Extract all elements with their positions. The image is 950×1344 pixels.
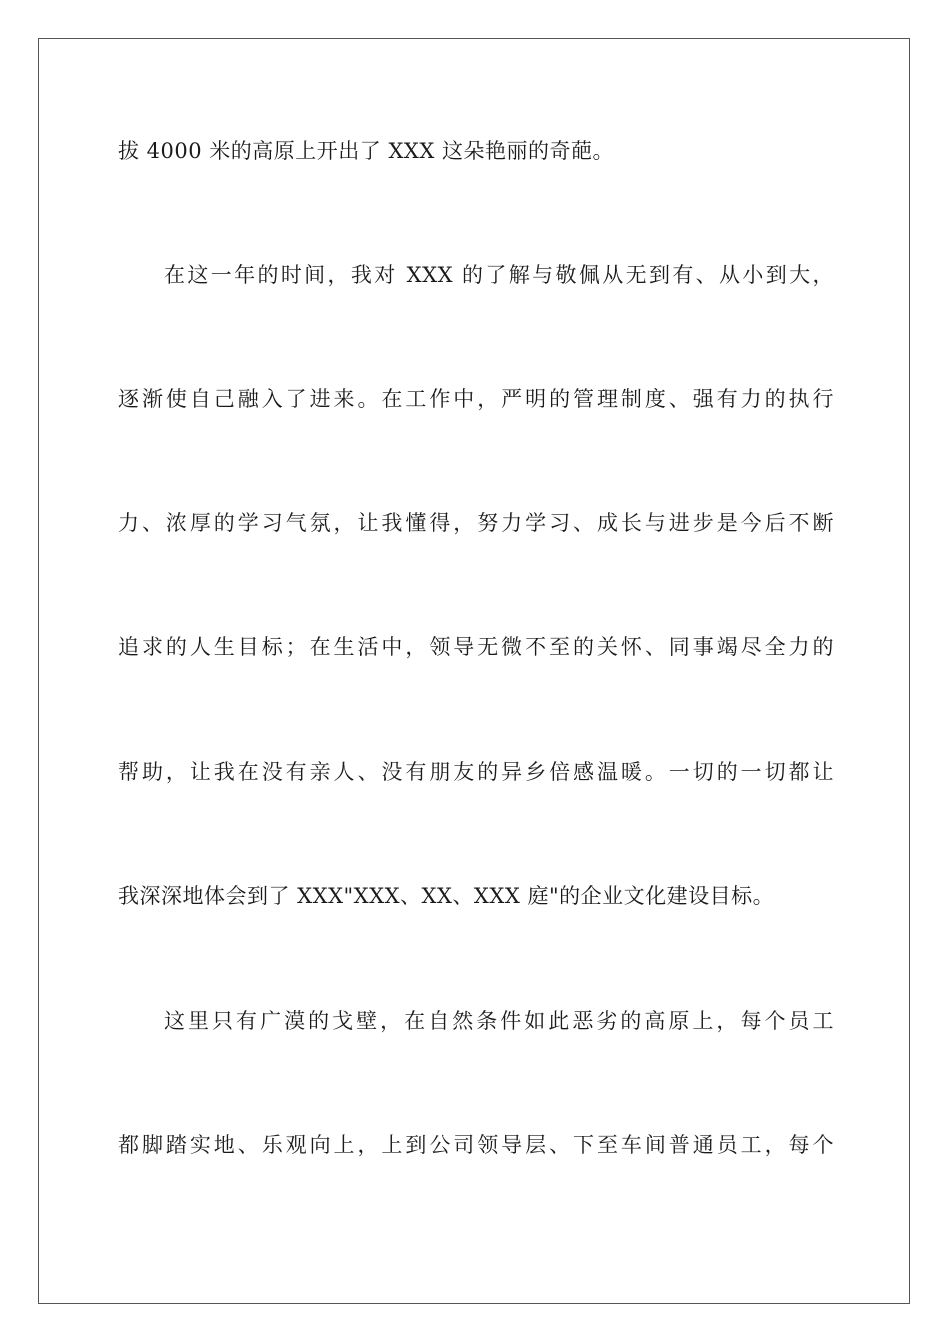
- text-line-8: 这里只有广漠的戈壁，在自然条件如此恶劣的高原上，每个员工: [164, 1009, 834, 1033]
- text-line-1: 拔 4000 米的高原上开出了 XXX 这朵艳丽的奇葩。: [118, 139, 614, 163]
- text-line-4: 力、浓厚的学习气氛，让我懂得，努力学习、成长与进步是今后不断: [118, 511, 834, 535]
- text-line-7: 我深深地体会到了 XXX"XXX、XX、XXX 庭"的企业文化建设目标。: [118, 884, 775, 908]
- text-line-5: 追求的人生目标；在生活中，领导无微不至的关怀、同事竭尽全力的: [118, 635, 834, 659]
- text-line-9: 都脚踏实地、乐观向上，上到公司领导层、下至车间普通员工，每个: [118, 1133, 834, 1157]
- page-border: [38, 38, 910, 1304]
- text-line-2: 在这一年的时间，我对 XXX 的了解与敬佩从无到有、从小到大，: [164, 263, 834, 287]
- text-line-3: 逐渐使自己融入了进来。在工作中，严明的管理制度、强有力的执行: [118, 387, 834, 411]
- text-line-6: 帮助，让我在没有亲人、没有朋友的异乡倍感温暖。一切的一切都让: [118, 760, 834, 784]
